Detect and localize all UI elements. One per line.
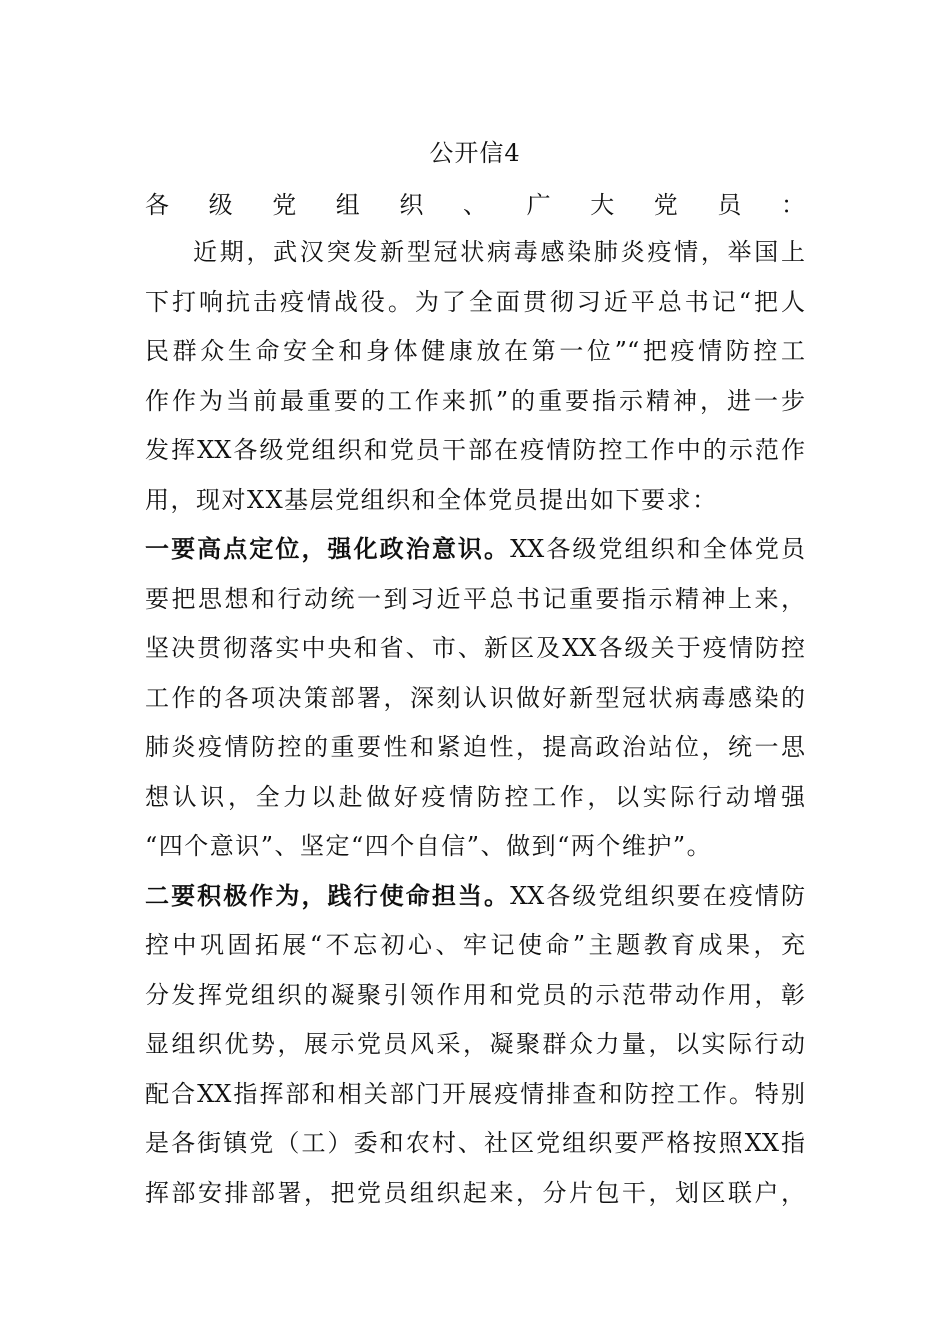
paragraph1-line: 发挥XX各级党组织和党员干部在疫情防控工作中的示范作 — [145, 436, 805, 464]
section1-line: 要把思想和行动统一到习近平总书记重要指示精神上来， — [145, 585, 805, 613]
document-title: 公开信4 — [429, 139, 521, 167]
section1-line: “四个意识”、坚定“四个自信”、做到“两个维护”。 — [145, 832, 713, 860]
paragraph1-line: 下打响抗击疫情战役。为了全面贯彻习近平总书记“把人 — [145, 288, 805, 316]
section1-line: 肺炎疫情防控的重要性和紧迫性，提高政治站位，统一思 — [145, 733, 805, 761]
section2-line: 是各街镇党（工）委和农村、社区党组织要严格按照XX指 — [145, 1129, 805, 1157]
section1-line: 想认识，全力以赴做好疫情防控工作，以实际行动增强 — [145, 783, 805, 811]
section1-first-line — [145, 529, 805, 569]
section2-heading: 二要积极作为，践行使命担当。 — [145, 882, 511, 910]
paragraph1-line: 作作为当前最重要的工作来抓”的重要指示精神，进一步 — [145, 387, 805, 415]
section2-line: 控中巩固拓展“不忘初心、牢记使命”主题教育成果，充 — [145, 931, 805, 959]
section2-first-line — [145, 876, 805, 916]
section1-first-line-text: XX各级党组织和全体党员 — [510, 535, 805, 563]
paragraph1-line: 近期，武汉突发新型冠状病毒感染肺炎疫情，举国上 — [193, 238, 805, 266]
section2-first-line-text: XX各级党组织要在疫情防 — [510, 882, 805, 910]
section1-line: 工作的各项决策部署，深刻认识做好新型冠状病毒感染的 — [145, 684, 805, 712]
section1-line: 坚决贯彻落实中央和省、市、新区及XX各级关于疫情防控 — [145, 634, 805, 662]
section2-line: 挥部安排部署，把党员组织起来，分片包干，划区联户， — [145, 1179, 805, 1207]
section2-line: 分发挥党组织的凝聚引领作用和党员的示范带动作用，彰 — [145, 981, 805, 1009]
salutation: 各级党组织、广大党员： — [145, 191, 805, 219]
section2-line: 显组织优势，展示党员风采，凝聚群众力量，以实际行动 — [145, 1030, 805, 1058]
section1-heading: 一要高点定位，强化政治意识。 — [145, 535, 511, 563]
paragraph1-line: 民群众生命安全和身体健康放在第一位”“把疫情防控工 — [145, 337, 805, 365]
section2-line: 配合XX指挥部和相关部门开展疫情排查和防控工作。特别 — [145, 1080, 805, 1108]
paragraph1-line: 用，现对XX基层党组织和全体党员提出如下要求： — [145, 486, 718, 514]
